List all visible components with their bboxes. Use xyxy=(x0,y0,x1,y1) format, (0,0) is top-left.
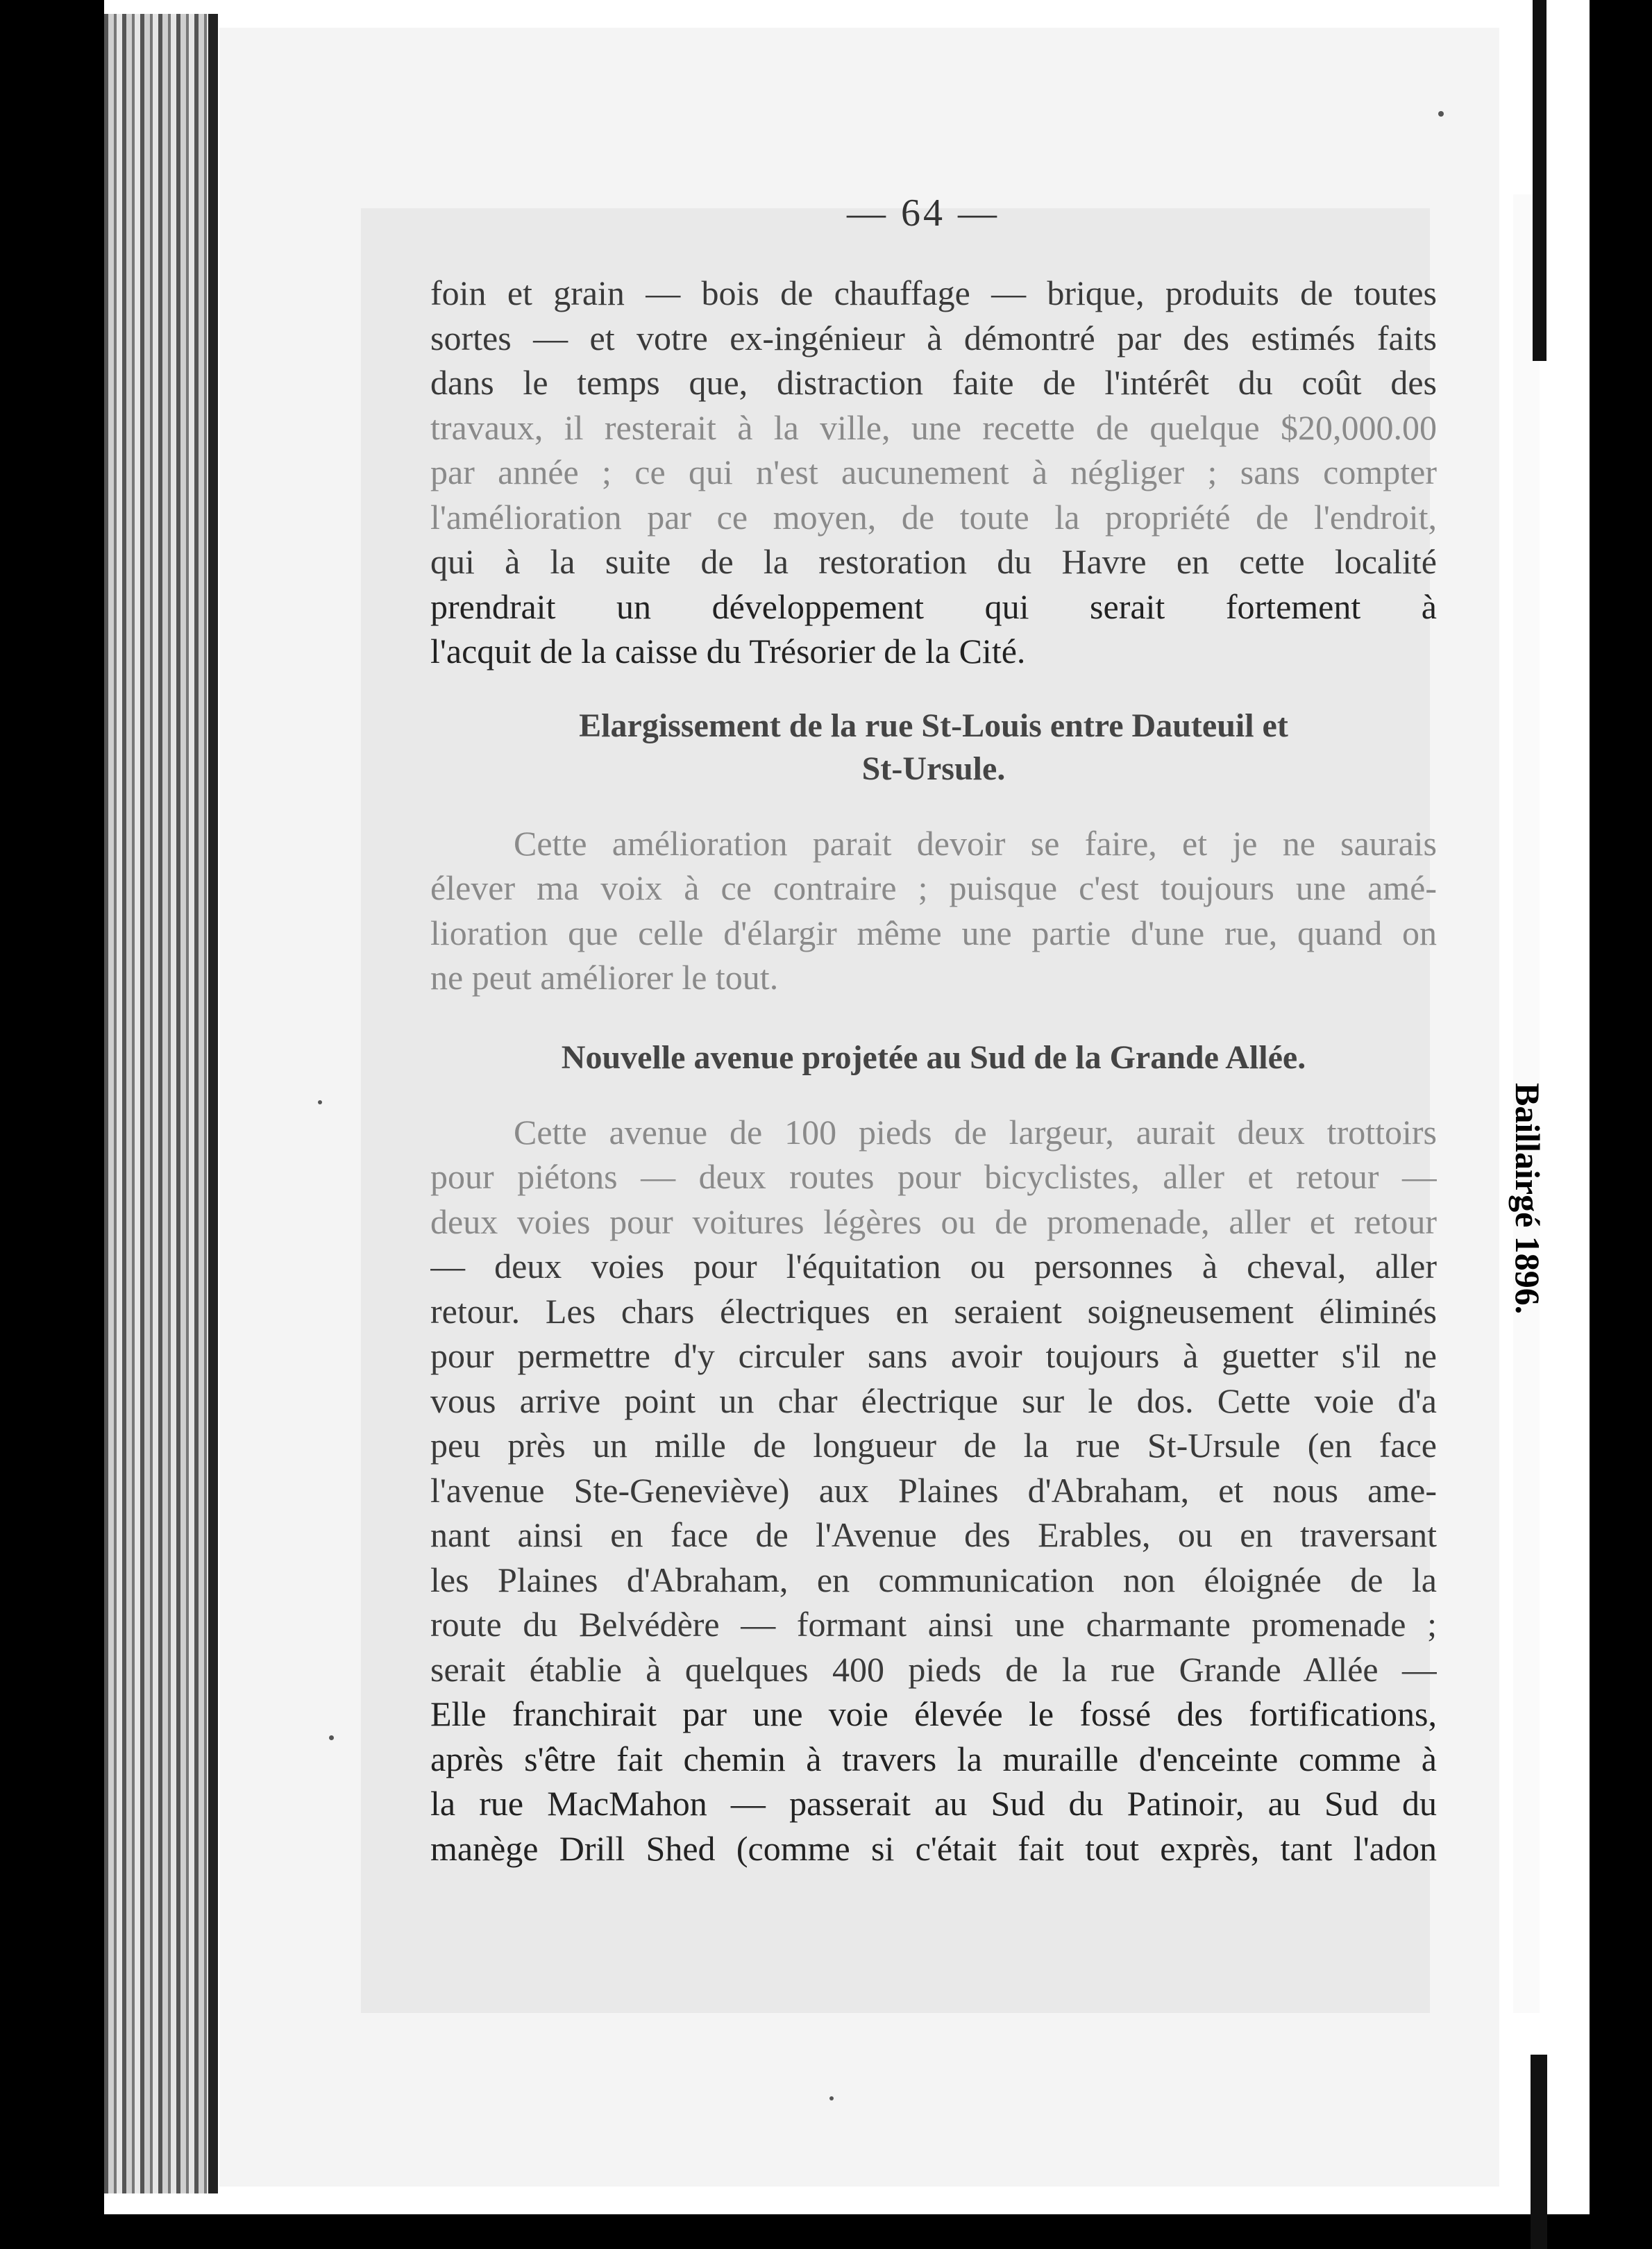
spacer xyxy=(430,1000,1437,1036)
section-heading-1 xyxy=(430,705,1437,791)
text-line: pour permettre d'y circuler sans avoir toujours à guetter s'il ne xyxy=(430,1336,1437,1375)
dust-speck xyxy=(1438,111,1444,117)
text-line: ne peut améliorer le tout. xyxy=(430,958,779,997)
text-line: par année ; ce qui n'est aucunement à négliger ; sans compter xyxy=(430,453,1437,491)
text-line: Cette amélioration parait devoir se faire, et je ne saurais xyxy=(514,823,1437,863)
text-line: retour. Les chars électriques en seraient soigneusement éliminés xyxy=(430,1291,1437,1331)
text-line: qui à la suite de la restoration du Havre en cette localité xyxy=(430,542,1437,581)
text-line: l'amélioration par ce moyen, de toute la propriété de l'endroit, xyxy=(430,497,1437,537)
text-line: serait établie à quelques 400 pieds de la rue Grande Allée — xyxy=(430,1649,1437,1689)
text-line: dans le temps que, distraction faite de l'intérêt du coût des xyxy=(430,363,1437,402)
heading-line: St-Ursule. xyxy=(861,750,1006,787)
spacer xyxy=(430,791,1437,821)
text-line: travaux, il resterait à la ville, une recette de quelque $20,000.00 xyxy=(430,407,1437,447)
text-line: manège Drill Shed (comme si c'était fait tout exprès, tant l'adon xyxy=(430,1828,1437,1868)
text-line: peu près un mille de longueur de la rue St-Ursule (en face xyxy=(430,1426,1437,1465)
binding-bar-bottom xyxy=(1531,2055,1547,2249)
text-line: Cette avenue de 100 pieds de largeur, aurait deux trottoirs xyxy=(514,1112,1437,1152)
text-line: deux voies pour voitures légères ou de promenade, aller et retour xyxy=(430,1202,1437,1241)
text-line: lioration que celle d'élargir même une partie d'une rue, quand on xyxy=(430,913,1437,952)
paragraph-2 xyxy=(430,821,1437,1000)
dust-speck xyxy=(329,1735,334,1740)
paragraph-3 xyxy=(430,1110,1437,1871)
dust-speck xyxy=(829,2096,834,2100)
binding-bar-top xyxy=(1533,0,1546,361)
text-line: la rue MacMahon — passerait au Sud du Patinoir, au Sud du xyxy=(430,1784,1437,1823)
dust-speck xyxy=(318,1100,322,1104)
text-line: — deux voies pour l'équitation ou personnes à cheval, aller xyxy=(430,1247,1437,1286)
text-line: l'acquit de la caisse du Trésorier de la Cité. xyxy=(430,632,1026,671)
page-content xyxy=(430,271,1437,1871)
text-line: nant ainsi en face de l'Avenue des Erables, ou en traversant xyxy=(430,1515,1437,1554)
text-line: sortes — et votre ex-ingénieur à démontré par des estimés faits xyxy=(430,318,1437,357)
text-line: élever ma voix à ce contraire ; puisque c'est toujours une amé- xyxy=(430,868,1437,907)
text-line: foin et grain — bois de chauffage — brique, produits de toutes xyxy=(430,273,1437,312)
text-line: vous arrive point un char électrique sur le dos. Cette voie d'a xyxy=(430,1381,1437,1420)
text-line: après s'être fait chemin à travers la muraille d'enceinte comme à xyxy=(430,1739,1437,1778)
text-line: les Plaines d'Abraham, en communication non éloignée de la xyxy=(430,1560,1437,1599)
paragraph-1 xyxy=(430,271,1437,674)
text-line: Elle franchirait par une voie élevée le fossé des fortifications, xyxy=(430,1694,1437,1733)
spacer xyxy=(430,674,1437,705)
spacer xyxy=(430,1079,1437,1110)
page-number: — 64 — xyxy=(847,192,1000,235)
spine-label: Baillairgé 1896. xyxy=(1508,1083,1547,1315)
text-line: l'avenue Ste-Geneviève) aux Plaines d'Abraham, et nous ame- xyxy=(430,1470,1437,1510)
heading-line: Elargissement de la rue St-Louis entre Dauteuil et xyxy=(579,707,1288,744)
text-line: route du Belvédère — formant ainsi une charmante promenade ; xyxy=(430,1605,1437,1644)
text-line: prendrait un développement qui serait fortement à xyxy=(430,587,1437,626)
page-edge-stripes xyxy=(104,14,208,2193)
text-line: pour piétons — deux routes pour bicyclistes, aller et retour — xyxy=(430,1157,1437,1196)
section-heading-2: Nouvelle avenue projetée au Sud de la Grande Allée. xyxy=(561,1038,1306,1076)
